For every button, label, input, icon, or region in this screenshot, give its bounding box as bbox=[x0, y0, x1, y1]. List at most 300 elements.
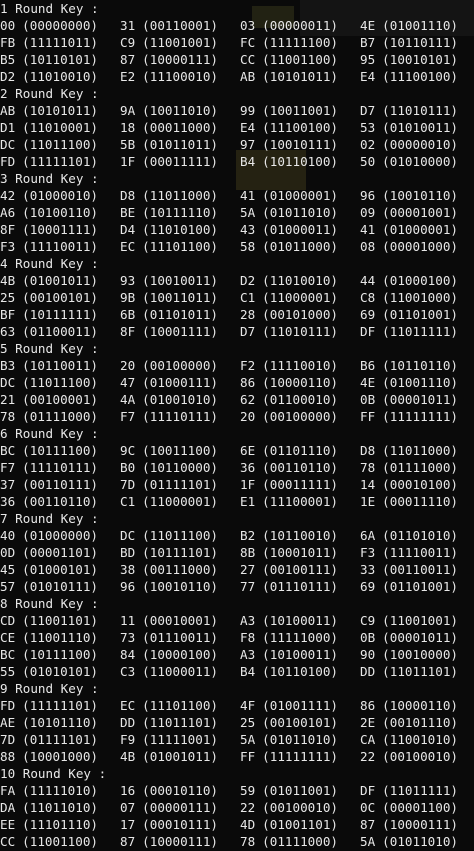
key-row bbox=[0, 102, 474, 119]
byte-hex: 57 bbox=[0, 579, 16, 594]
key-byte bbox=[240, 34, 360, 51]
byte-hex: 27 bbox=[240, 562, 256, 577]
byte-hex: 63 bbox=[0, 324, 16, 339]
byte-binary: (01111000) bbox=[22, 409, 98, 424]
byte-hex: F3 bbox=[360, 545, 376, 560]
byte-hex: 95 bbox=[360, 52, 376, 67]
key-row bbox=[0, 323, 474, 340]
key-byte bbox=[0, 51, 120, 68]
key-byte bbox=[360, 272, 474, 289]
byte-hex: 84 bbox=[120, 647, 136, 662]
round-key-block bbox=[0, 595, 474, 680]
byte-binary: (10000100) bbox=[142, 647, 218, 662]
byte-binary: (10110011) bbox=[22, 358, 98, 373]
byte-binary: (10110101) bbox=[22, 52, 98, 67]
key-byte bbox=[0, 612, 120, 629]
byte-binary: (00000000) bbox=[22, 18, 98, 33]
key-byte bbox=[120, 187, 240, 204]
byte-binary: (11010010) bbox=[262, 273, 338, 288]
byte-binary: (00110011) bbox=[382, 562, 458, 577]
byte-hex: F9 bbox=[120, 732, 136, 747]
key-byte bbox=[120, 306, 240, 323]
byte-binary: (00111000) bbox=[142, 562, 218, 577]
key-row bbox=[0, 629, 474, 646]
key-byte bbox=[360, 578, 474, 595]
key-byte bbox=[0, 748, 120, 765]
key-byte bbox=[240, 493, 360, 510]
byte-hex: 0D bbox=[0, 545, 16, 560]
key-byte bbox=[240, 663, 360, 680]
key-byte bbox=[120, 544, 240, 561]
byte-hex: 8F bbox=[0, 222, 16, 237]
byte-binary: (10110010) bbox=[262, 528, 338, 543]
byte-hex: 36 bbox=[240, 460, 256, 475]
key-byte bbox=[120, 442, 240, 459]
key-byte bbox=[360, 799, 474, 816]
key-byte bbox=[0, 833, 120, 850]
byte-binary: (00010110) bbox=[142, 783, 218, 798]
byte-binary: (00100010) bbox=[262, 800, 338, 815]
key-row bbox=[0, 442, 474, 459]
byte-binary: (00011111) bbox=[262, 477, 338, 492]
key-byte bbox=[120, 748, 240, 765]
byte-hex: D2 bbox=[0, 69, 16, 84]
key-byte bbox=[360, 204, 474, 221]
byte-hex: DD bbox=[360, 664, 376, 679]
byte-binary: (11010001) bbox=[22, 120, 98, 135]
byte-hex: 7D bbox=[0, 732, 16, 747]
byte-hex: AE bbox=[0, 715, 16, 730]
key-byte bbox=[240, 51, 360, 68]
key-row bbox=[0, 51, 474, 68]
key-byte bbox=[0, 646, 120, 663]
byte-hex: 77 bbox=[240, 579, 256, 594]
byte-hex: 50 bbox=[360, 154, 376, 169]
key-byte bbox=[360, 136, 474, 153]
key-byte bbox=[360, 374, 474, 391]
byte-hex: 20 bbox=[240, 409, 256, 424]
byte-hex: F8 bbox=[240, 630, 256, 645]
key-byte bbox=[240, 306, 360, 323]
key-byte bbox=[120, 374, 240, 391]
byte-hex: 42 bbox=[0, 188, 16, 203]
key-byte bbox=[240, 17, 360, 34]
byte-hex: 1F bbox=[120, 154, 136, 169]
byte-hex: 38 bbox=[120, 562, 136, 577]
byte-hex: FD bbox=[0, 698, 16, 713]
byte-binary: (11010100) bbox=[142, 222, 218, 237]
key-byte bbox=[120, 578, 240, 595]
byte-binary: (01000100) bbox=[382, 273, 458, 288]
byte-binary: (01101110) bbox=[262, 443, 338, 458]
byte-binary: (10000111) bbox=[142, 834, 218, 849]
byte-binary: (10000111) bbox=[142, 52, 218, 67]
byte-binary: (01000010) bbox=[22, 188, 98, 203]
byte-hex: A3 bbox=[240, 613, 256, 628]
byte-hex: 43 bbox=[240, 222, 256, 237]
byte-hex: 16 bbox=[120, 783, 136, 798]
key-byte bbox=[120, 799, 240, 816]
byte-binary: (10011011) bbox=[142, 290, 218, 305]
key-byte bbox=[0, 119, 120, 136]
byte-hex: 6B bbox=[120, 307, 136, 322]
byte-hex: D4 bbox=[120, 222, 136, 237]
byte-binary: (00010100) bbox=[382, 477, 458, 492]
key-byte bbox=[240, 459, 360, 476]
byte-binary: (01010101) bbox=[22, 664, 98, 679]
byte-binary: (10110100) bbox=[262, 154, 338, 169]
byte-hex: E2 bbox=[120, 69, 136, 84]
key-byte bbox=[0, 476, 120, 493]
byte-binary: (11011101) bbox=[142, 715, 218, 730]
key-byte bbox=[120, 238, 240, 255]
byte-binary: (10100011) bbox=[262, 647, 338, 662]
byte-binary: (00010111) bbox=[142, 817, 218, 832]
key-byte bbox=[0, 816, 120, 833]
byte-hex: 17 bbox=[120, 817, 136, 832]
key-byte bbox=[120, 476, 240, 493]
byte-hex: 4E bbox=[360, 375, 376, 390]
key-byte bbox=[120, 221, 240, 238]
key-row bbox=[0, 493, 474, 510]
byte-hex: 87 bbox=[120, 52, 136, 67]
byte-binary: (10010110) bbox=[142, 579, 218, 594]
key-byte bbox=[240, 289, 360, 306]
key-byte bbox=[240, 646, 360, 663]
byte-binary: (00100000) bbox=[262, 409, 338, 424]
key-row bbox=[0, 357, 474, 374]
byte-binary: (00110110) bbox=[262, 460, 338, 475]
byte-hex: CC bbox=[0, 834, 16, 849]
key-row bbox=[0, 782, 474, 799]
round-key-title: 3 Round Key : bbox=[0, 171, 99, 186]
key-byte bbox=[0, 306, 120, 323]
byte-binary: (01111000) bbox=[262, 834, 338, 849]
byte-binary: (01000001) bbox=[262, 188, 338, 203]
key-byte bbox=[240, 238, 360, 255]
byte-hex: 5B bbox=[120, 137, 136, 152]
key-byte bbox=[240, 697, 360, 714]
byte-binary: (01011010) bbox=[382, 834, 458, 849]
key-byte bbox=[120, 119, 240, 136]
byte-binary: (01010000) bbox=[382, 154, 458, 169]
key-byte bbox=[120, 561, 240, 578]
byte-hex: B0 bbox=[120, 460, 136, 475]
key-byte bbox=[0, 102, 120, 119]
byte-binary: (00001100) bbox=[382, 800, 458, 815]
byte-hex: F7 bbox=[0, 460, 16, 475]
key-byte bbox=[360, 646, 474, 663]
key-byte bbox=[240, 391, 360, 408]
key-byte bbox=[0, 357, 120, 374]
byte-binary: (10010110) bbox=[382, 188, 458, 203]
byte-binary: (00101110) bbox=[382, 715, 458, 730]
key-byte bbox=[120, 272, 240, 289]
byte-hex: 8F bbox=[120, 324, 136, 339]
byte-hex: 20 bbox=[120, 358, 136, 373]
round-key-block bbox=[0, 0, 474, 85]
key-byte bbox=[120, 323, 240, 340]
byte-binary: (11011100) bbox=[22, 137, 98, 152]
key-byte bbox=[0, 459, 120, 476]
byte-hex: 9C bbox=[120, 443, 136, 458]
round-key-block bbox=[0, 85, 474, 170]
key-byte bbox=[0, 442, 120, 459]
key-byte bbox=[240, 561, 360, 578]
byte-binary: (11100010) bbox=[142, 69, 218, 84]
key-byte bbox=[360, 306, 474, 323]
key-byte bbox=[360, 238, 474, 255]
byte-binary: (11110111) bbox=[22, 460, 98, 475]
key-row bbox=[0, 833, 474, 850]
round-key-block bbox=[0, 340, 474, 425]
byte-hex: 03 bbox=[240, 18, 256, 33]
key-row bbox=[0, 289, 474, 306]
key-byte bbox=[120, 391, 240, 408]
key-byte bbox=[120, 68, 240, 85]
byte-hex: D8 bbox=[360, 443, 376, 458]
byte-hex: CA bbox=[360, 732, 376, 747]
byte-hex: CE bbox=[0, 630, 16, 645]
byte-binary: (10100110) bbox=[22, 205, 98, 220]
byte-binary: (01110011) bbox=[142, 630, 218, 645]
byte-hex: 58 bbox=[240, 239, 256, 254]
byte-binary: (10110111) bbox=[382, 35, 458, 50]
byte-hex: AB bbox=[240, 69, 256, 84]
byte-hex: DF bbox=[360, 324, 376, 339]
byte-hex: BC bbox=[0, 443, 16, 458]
key-byte bbox=[360, 629, 474, 646]
key-row bbox=[0, 697, 474, 714]
byte-hex: 62 bbox=[240, 392, 256, 407]
byte-binary: (11101100) bbox=[142, 239, 218, 254]
byte-hex: D7 bbox=[240, 324, 256, 339]
byte-hex: DC bbox=[0, 137, 16, 152]
byte-hex: FB bbox=[0, 35, 16, 50]
byte-binary: (01111101) bbox=[142, 477, 218, 492]
byte-hex: 07 bbox=[120, 800, 136, 815]
byte-hex: 55 bbox=[0, 664, 16, 679]
byte-hex: 09 bbox=[360, 205, 376, 220]
round-key-title: 1 Round Key : bbox=[0, 1, 99, 16]
round-key-title: 4 Round Key : bbox=[0, 256, 99, 271]
byte-hex: 90 bbox=[360, 647, 376, 662]
byte-hex: DC bbox=[0, 375, 16, 390]
byte-binary: (10010011) bbox=[142, 273, 218, 288]
byte-hex: DA bbox=[0, 800, 16, 815]
byte-hex: 47 bbox=[120, 375, 136, 390]
byte-hex: B7 bbox=[360, 35, 376, 50]
byte-binary: (11010111) bbox=[382, 103, 458, 118]
key-byte bbox=[0, 221, 120, 238]
byte-binary: (01000101) bbox=[22, 562, 98, 577]
byte-hex: FA bbox=[0, 783, 16, 798]
key-byte bbox=[0, 782, 120, 799]
byte-hex: C9 bbox=[120, 35, 136, 50]
key-byte bbox=[360, 748, 474, 765]
round-key-title: 9 Round Key : bbox=[0, 681, 99, 696]
byte-hex: BE bbox=[120, 205, 136, 220]
byte-hex: E1 bbox=[240, 494, 256, 509]
key-row bbox=[0, 17, 474, 34]
key-byte bbox=[240, 612, 360, 629]
byte-binary: (11010111) bbox=[262, 324, 338, 339]
key-row bbox=[0, 119, 474, 136]
key-byte bbox=[0, 204, 120, 221]
byte-binary: (10010000) bbox=[382, 647, 458, 662]
byte-binary: (11000011) bbox=[142, 664, 218, 679]
key-byte bbox=[120, 629, 240, 646]
byte-binary: (00011111) bbox=[142, 154, 218, 169]
key-byte bbox=[0, 136, 120, 153]
byte-hex: BD bbox=[120, 545, 136, 560]
byte-hex: 78 bbox=[240, 834, 256, 849]
key-row bbox=[0, 374, 474, 391]
byte-binary: (11100100) bbox=[262, 120, 338, 135]
byte-binary: (11111000) bbox=[262, 630, 338, 645]
byte-binary: (00001101) bbox=[22, 545, 98, 560]
key-byte bbox=[240, 204, 360, 221]
byte-hex: EC bbox=[120, 239, 136, 254]
key-byte bbox=[0, 68, 120, 85]
byte-hex: F7 bbox=[120, 409, 136, 424]
byte-binary: (11010010) bbox=[22, 69, 98, 84]
byte-binary: (11001001) bbox=[142, 35, 218, 50]
byte-hex: 5A bbox=[360, 834, 376, 849]
key-byte bbox=[360, 17, 474, 34]
byte-hex: 93 bbox=[120, 273, 136, 288]
byte-binary: (11111100) bbox=[262, 35, 338, 50]
byte-binary: (10110100) bbox=[262, 664, 338, 679]
key-row bbox=[0, 272, 474, 289]
key-byte bbox=[360, 731, 474, 748]
key-byte bbox=[120, 646, 240, 663]
byte-hex: 87 bbox=[360, 817, 376, 832]
byte-binary: (11001101) bbox=[22, 613, 98, 628]
byte-binary: (10111110) bbox=[142, 205, 218, 220]
key-byte bbox=[0, 289, 120, 306]
byte-hex: DF bbox=[360, 783, 376, 798]
byte-hex: 87 bbox=[120, 834, 136, 849]
byte-binary: (01101010) bbox=[382, 528, 458, 543]
byte-hex: A6 bbox=[0, 205, 16, 220]
byte-binary: (11001000) bbox=[382, 290, 458, 305]
key-byte bbox=[120, 357, 240, 374]
key-byte bbox=[0, 629, 120, 646]
key-byte bbox=[0, 391, 120, 408]
key-row bbox=[0, 646, 474, 663]
byte-binary: (00000010) bbox=[382, 137, 458, 152]
key-byte bbox=[120, 408, 240, 425]
byte-hex: E4 bbox=[360, 69, 376, 84]
key-byte bbox=[120, 697, 240, 714]
byte-binary: (01011010) bbox=[262, 205, 338, 220]
byte-hex: 2E bbox=[360, 715, 376, 730]
byte-binary: (11011000) bbox=[142, 188, 218, 203]
byte-binary: (10101011) bbox=[22, 103, 98, 118]
key-byte bbox=[360, 391, 474, 408]
byte-hex: B4 bbox=[240, 664, 256, 679]
byte-binary: (11001110) bbox=[22, 630, 98, 645]
byte-hex: 4B bbox=[120, 749, 136, 764]
key-byte bbox=[240, 323, 360, 340]
key-row bbox=[0, 527, 474, 544]
round-key-block bbox=[0, 170, 474, 255]
byte-binary: (11011111) bbox=[382, 324, 458, 339]
key-row bbox=[0, 391, 474, 408]
byte-hex: 02 bbox=[360, 137, 376, 152]
key-byte bbox=[360, 833, 474, 850]
byte-binary: (01010011) bbox=[382, 120, 458, 135]
byte-hex: 00 bbox=[0, 18, 16, 33]
byte-hex: 36 bbox=[0, 494, 16, 509]
byte-binary: (11100100) bbox=[382, 69, 458, 84]
key-byte bbox=[120, 289, 240, 306]
byte-hex: 25 bbox=[0, 290, 16, 305]
byte-binary: (11011010) bbox=[22, 800, 98, 815]
byte-hex: DC bbox=[120, 528, 136, 543]
byte-binary: (00100111) bbox=[262, 562, 338, 577]
byte-binary: (01000011) bbox=[262, 222, 338, 237]
key-byte bbox=[360, 119, 474, 136]
key-row bbox=[0, 816, 474, 833]
byte-hex: AB bbox=[0, 103, 16, 118]
byte-binary: (11111011) bbox=[22, 35, 98, 50]
key-byte bbox=[0, 187, 120, 204]
key-byte bbox=[360, 51, 474, 68]
byte-binary: (01011010) bbox=[262, 732, 338, 747]
byte-binary: (01001101) bbox=[262, 817, 338, 832]
byte-hex: 99 bbox=[240, 103, 256, 118]
byte-hex: 1E bbox=[360, 494, 376, 509]
byte-binary: (11000001) bbox=[262, 290, 338, 305]
byte-binary: (01011001) bbox=[262, 783, 338, 798]
byte-binary: (01100011) bbox=[22, 324, 98, 339]
key-row bbox=[0, 153, 474, 170]
key-row bbox=[0, 663, 474, 680]
byte-binary: (01111101) bbox=[22, 732, 98, 747]
key-byte bbox=[240, 153, 360, 170]
byte-hex: 44 bbox=[360, 273, 376, 288]
byte-binary: (11111101) bbox=[22, 154, 98, 169]
byte-hex: E4 bbox=[240, 120, 256, 135]
byte-hex: 96 bbox=[120, 579, 136, 594]
key-row bbox=[0, 748, 474, 765]
key-byte bbox=[0, 799, 120, 816]
key-byte bbox=[240, 119, 360, 136]
byte-binary: (10000111) bbox=[382, 817, 458, 832]
byte-binary: (00110111) bbox=[22, 477, 98, 492]
key-byte bbox=[360, 544, 474, 561]
byte-binary: (00110001) bbox=[142, 18, 218, 33]
byte-hex: 97 bbox=[240, 137, 256, 152]
byte-binary: (10011010) bbox=[142, 103, 218, 118]
key-row bbox=[0, 799, 474, 816]
byte-hex: FC bbox=[240, 35, 256, 50]
key-byte bbox=[360, 357, 474, 374]
byte-binary: (01011000) bbox=[262, 239, 338, 254]
byte-binary: (10010111) bbox=[262, 137, 338, 152]
round-key-title: 7 Round Key : bbox=[0, 511, 99, 526]
byte-binary: (00011110) bbox=[382, 494, 458, 509]
byte-hex: F2 bbox=[240, 358, 256, 373]
byte-binary: (11011000) bbox=[382, 443, 458, 458]
byte-hex: 88 bbox=[0, 749, 16, 764]
byte-hex: 6E bbox=[240, 443, 256, 458]
round-key-title: 10 Round Key : bbox=[0, 766, 107, 781]
byte-hex: BC bbox=[0, 647, 16, 662]
key-byte bbox=[240, 833, 360, 850]
